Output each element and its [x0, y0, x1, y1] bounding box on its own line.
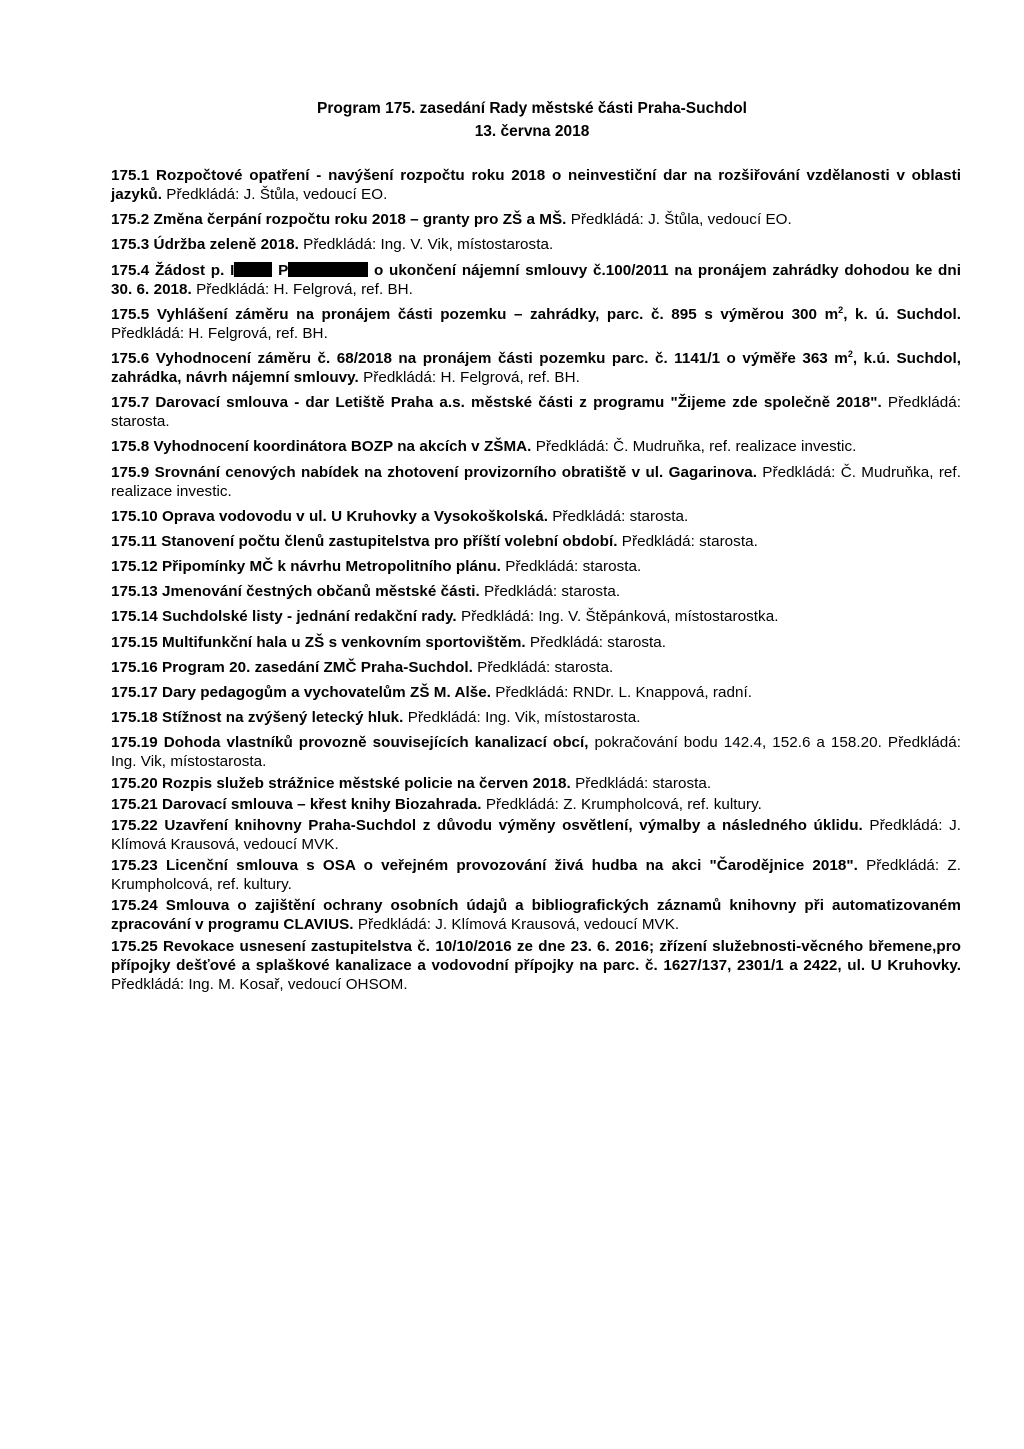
redaction-bar — [234, 262, 272, 277]
item-title-part: P — [278, 261, 289, 279]
agenda-item — [111, 582, 961, 601]
agenda-item — [111, 532, 961, 551]
item-presenter: Předkládá: H. Felgrová, ref. BH. — [111, 324, 328, 342]
item-number: 175.8 — [111, 438, 150, 456]
agenda-item — [111, 607, 961, 626]
item-title-part: , k.ú. Suchdol, zahrádka, návrh nájemní smlouvy. — [111, 349, 961, 386]
item-title: Dary pedagogům a vychovatelům ZŠ M. Alše. — [162, 684, 491, 701]
item-presenter: Předkládá: J. Štůla, vedoucí EO. — [166, 186, 388, 203]
item-number: 175.9 — [111, 463, 150, 481]
item-presenter: Předkládá: starosta. — [484, 583, 621, 601]
item-title: Stanovení počtu členů zastupitelstva pro příští volební období. — [161, 532, 618, 550]
item-title: Uzavření knihovny Praha-Suchdol z důvodu výměny osvětlení, výmalby a následného úklidu. — [164, 816, 863, 834]
item-presenter: Předkládá: starosta. — [621, 532, 758, 550]
item-title: Vyhodnocení koordinátora BOZP na akcích v ZŠMA. — [153, 438, 532, 456]
item-title: Multifunkční hala u ZŠ s venkovním sportovištěm. — [162, 633, 526, 651]
item-number: 175.24 — [111, 897, 158, 915]
item-title: Suchdolské listy - jednání redakční rady. — [162, 608, 457, 626]
item-title: Srovnání cenových nabídek na zhotovení provizorního obratiště v ul. Gagarinova. — [154, 463, 757, 481]
item-title-part: o ukončení nájemní smlouvy č.100/2011 na pronájem zahrádky dohodou ke dni 30. 6. 2018. — [111, 261, 961, 298]
item-number: 175.6 — [111, 349, 150, 367]
agenda-item — [111, 437, 961, 456]
agenda-item — [111, 683, 961, 702]
agenda-item — [111, 856, 961, 894]
item-number: 175.19 — [111, 734, 158, 752]
item-title: Stížnost na zvýšený letecký hluk. — [162, 709, 404, 727]
agenda-item — [111, 774, 961, 793]
agenda-item — [111, 393, 961, 431]
item-title: Rozpis služeb strážnice městské policie na červen 2018. — [162, 774, 571, 792]
item-number: 175.15 — [111, 633, 158, 651]
item-presenter: Předkládá: J. Štůla, vedoucí EO. — [570, 211, 792, 229]
item-number: 175.11 — [111, 532, 157, 550]
item-continuation: pokračování bodu 142.4, 152.6 a 158.20. — [594, 734, 882, 752]
item-number: 175.22 — [111, 816, 158, 834]
item-title: Oprava vodovodu v ul. U Kruhovky a Vysokoškolská. — [162, 507, 548, 525]
item-presenter: Předkládá: Ing. Vik, místostarosta. — [111, 734, 961, 771]
item-presenter: Předkládá: Ing. M. Kosař, vedoucí OHSOM. — [111, 975, 408, 993]
agenda-item — [111, 795, 961, 814]
item-number: 175.16 — [111, 658, 158, 676]
agenda-list — [111, 166, 961, 996]
agenda-item — [111, 937, 961, 994]
agenda-item — [111, 708, 961, 727]
item-presenter: Předkládá: starosta. — [575, 774, 712, 792]
agenda-item — [111, 235, 961, 254]
item-presenter: Předkládá: Ing. V. Vik, místostarosta. — [303, 236, 554, 254]
item-number: 175.2 — [111, 211, 150, 229]
redaction-bar — [288, 262, 368, 277]
agenda-item — [111, 463, 961, 501]
item-number: 175.7 — [111, 394, 150, 412]
meeting-date: 13. června 2018 — [474, 123, 590, 140]
item-title: Darovací smlouva – křest knihy Biozahrada. — [162, 795, 482, 813]
item-title: Vyhodnocení záměru č. 68/2018 na pronájem části pozemku parc. č. 1141/1 o výměře 363 m — [155, 349, 848, 367]
item-title: Změna čerpání rozpočtu roku 2018 – granty pro ZŠ a MŠ. — [153, 211, 567, 229]
item-number: 175.13 — [111, 583, 158, 601]
item-presenter: Předkládá: Ing. V. Štěpánková, místostarostka. — [460, 608, 779, 626]
item-number: 175.25 — [111, 937, 158, 955]
agenda-item — [111, 633, 961, 652]
superscript: 2 — [847, 348, 853, 359]
item-number: 175.23 — [111, 857, 158, 875]
item-presenter: Předkládá: starosta. — [505, 558, 642, 576]
item-number: 175.4 — [111, 261, 150, 279]
agenda-item — [111, 349, 961, 387]
item-number: 175.12 — [111, 558, 158, 576]
item-title: Žádost p. I — [154, 261, 235, 279]
item-number: 175.1 — [111, 167, 150, 184]
item-number: 175.18 — [111, 709, 158, 727]
item-presenter: Předkládá: J. Klímová Krausová, vedoucí MVK. — [111, 816, 961, 853]
item-presenter: Předkládá: Č. Mudruňka, ref. realizace investic. — [111, 463, 961, 500]
item-title: Dohoda vlastníků provozně souvisejících kanalizací obcí, — [163, 734, 589, 752]
agenda-item — [111, 733, 961, 771]
item-title: Revokace usnesení zastupitelstva č. 10/10/2016 ze dne 23. 6. 2016; zřízení služebnosti-věcného břemene,pro přípojky dešťové a splaškové kanalizace a vodovodní přípojky na parc. č. 1627/137, 2301/1 a 2422, ul. U Kruhovky. — [111, 937, 961, 974]
document-title: Program 175. zasedání Rady městské části Praha-Suchdol — [317, 100, 747, 117]
item-number: 175.21 — [111, 795, 158, 813]
item-title-part: , k. ú. Suchdol. — [843, 305, 961, 323]
item-presenter: Předkládá: RNDr. L. Knappová, radní. — [495, 684, 753, 701]
item-presenter: Předkládá: Z. Krumpholcová, ref. kultury. — [111, 857, 961, 894]
item-number: 175.14 — [111, 608, 158, 626]
agenda-item — [111, 557, 961, 576]
item-presenter: Předkládá: starosta. — [111, 394, 961, 431]
superscript: 2 — [838, 304, 844, 315]
item-title: Licenční smlouva s OSA o veřejném provozování živá hudba na akci "Čarodějnice 2018". — [165, 857, 858, 875]
item-title: Rozpočtové opatření - navýšení rozpočtu roku 2018 o neinvestiční dar na rozšiřování vzdělanosti v oblasti jazyků. — [111, 167, 961, 203]
agenda-item — [111, 816, 961, 854]
agenda-item — [111, 210, 961, 229]
agenda-item — [111, 305, 961, 343]
agenda-item — [111, 507, 961, 526]
item-number: 175.20 — [111, 774, 158, 792]
item-number: 175.17 — [111, 684, 158, 701]
item-presenter: Předkládá: H. Felgrová, ref. BH. — [363, 368, 580, 386]
item-title: Darovací smlouva - dar Letiště Praha a.s. městské části z programu "Žijeme zde společně 2018". — [155, 394, 882, 412]
item-number: 175.5 — [111, 305, 150, 323]
item-title: Jmenování čestných občanů městské části. — [162, 583, 480, 601]
item-title: Údržba zeleně 2018. — [153, 236, 299, 254]
item-title: Smlouva o zajištění ochrany osobních údajů a bibliografických záznamů knihovny při automatizovaném zpracování v programu CLAVIUS. — [111, 897, 961, 934]
item-title: Program 20. zasedání ZMČ Praha-Suchdol. — [162, 658, 473, 676]
item-number: 175.3 — [111, 236, 150, 254]
item-presenter: Předkládá: Č. Mudruňka, ref. realizace investic. — [535, 438, 857, 456]
item-presenter: Předkládá: J. Klímová Krausová, vedoucí MVK. — [357, 916, 680, 934]
agenda-item — [111, 166, 961, 204]
agenda-item — [111, 896, 961, 934]
item-presenter: Předkládá: H. Felgrová, ref. BH. — [196, 280, 413, 298]
item-presenter: Předkládá: starosta. — [529, 633, 666, 651]
item-number: 175.10 — [111, 507, 158, 525]
item-presenter: Předkládá: Ing. Vik, místostarosta. — [407, 709, 641, 727]
agenda-item — [111, 261, 961, 299]
item-title: Připomínky MČ k návrhu Metropolitního plánu. — [162, 558, 501, 576]
agenda-item — [111, 658, 961, 677]
item-presenter: Předkládá: Z. Krumpholcová, ref. kultury. — [485, 795, 762, 813]
item-presenter: Předkládá: starosta. — [477, 658, 614, 676]
item-presenter: Předkládá: starosta. — [552, 507, 689, 525]
item-title: Vyhlášení záměru na pronájem části pozemku – zahrádky, parc. č. 895 s výměrou 300 m — [156, 305, 839, 323]
